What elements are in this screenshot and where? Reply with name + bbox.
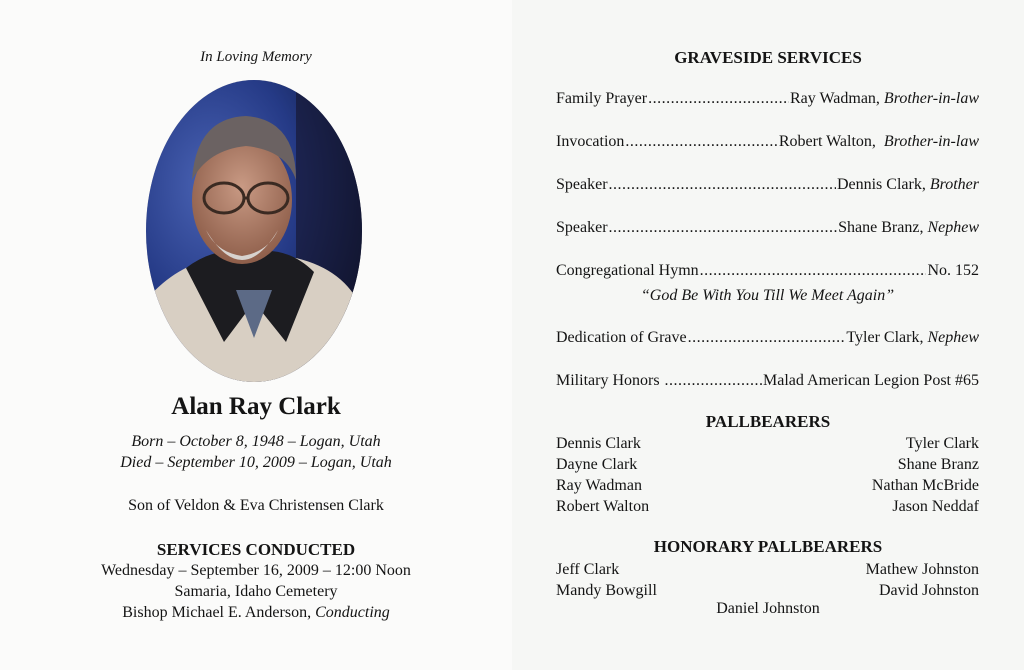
- program-label: Speaker: [556, 176, 608, 193]
- right-panel: [512, 0, 1024, 670]
- pallbearer-name: Tyler Clark: [905, 435, 979, 452]
- program-person: Dennis Clark,: [836, 176, 926, 193]
- program-row: [556, 372, 979, 396]
- leader-dots: [648, 90, 789, 108]
- leader-dots: [609, 219, 838, 237]
- honorary-name: Mandy Bowgill: [556, 582, 657, 599]
- program-label: Military Honors: [556, 372, 660, 389]
- parents-line: Son of Veldon & Eva Christensen Clark: [128, 497, 384, 514]
- program-person: Ray Wadman,: [789, 90, 880, 107]
- program-row: [556, 262, 979, 286]
- portrait-image: [146, 80, 362, 382]
- leader-dots: [625, 133, 777, 151]
- program-label: Family Prayer: [556, 90, 648, 107]
- program-role: Nephew: [927, 219, 979, 236]
- pallbearer-name: Dayne Clark: [556, 456, 638, 473]
- pallbearer-name: Ray Wadman: [556, 477, 642, 494]
- honorary-name: David Johnston: [879, 582, 979, 599]
- leader-dots: [665, 372, 762, 390]
- services-conductor: [0, 604, 512, 622]
- program-role: Brother-in-law: [883, 90, 979, 107]
- deceased-name: Alan Ray Clark: [171, 393, 341, 420]
- honorary-left-list: [556, 559, 657, 601]
- services-heading: SERVICES CONDUCTED: [156, 540, 356, 559]
- pallbearer-name: Robert Walton: [556, 498, 650, 515]
- program-role: Brother-in-law: [883, 133, 979, 150]
- pallbearer-name: Nathan McBride: [871, 477, 979, 494]
- program-row: [556, 90, 979, 114]
- pallbearers-right-list: [872, 433, 979, 517]
- program-person: No. 152: [927, 262, 979, 279]
- program-person: Malad American Legion Post #65: [763, 372, 979, 389]
- program-person: Tyler Clark,: [846, 329, 924, 346]
- honorary-heading: HONORARY PALLBEARERS: [653, 537, 883, 556]
- graveside-heading: GRAVESIDE SERVICES: [674, 48, 862, 67]
- leader-dots: [700, 262, 927, 280]
- program-label: Dedication of Grave: [556, 329, 687, 346]
- pallbearers-left-list: [556, 433, 649, 517]
- leader-dots: [688, 329, 846, 347]
- pallbearer-name: Shane Branz: [897, 456, 979, 473]
- honorary-name: Jeff Clark: [556, 561, 620, 578]
- memory-header: In Loving Memory: [200, 49, 312, 65]
- services-place: Samaria, Idaho Cemetery: [174, 583, 338, 600]
- death-info: Died – September 10, 2009 – Logan, Utah: [120, 454, 392, 471]
- program-label: Invocation: [556, 133, 625, 150]
- honorary-center-name: Daniel Johnston: [716, 600, 820, 617]
- pallbearers-heading: PALLBEARERS: [705, 412, 831, 431]
- honorary-right-list: [866, 559, 979, 601]
- program-row: [556, 329, 979, 353]
- program-person: Robert Walton,: [778, 133, 876, 150]
- conductor-role: Conducting: [315, 604, 390, 621]
- hymn-title: “God Be With You Till We Meet Again”: [640, 287, 895, 304]
- services-date: Wednesday – September 16, 2009 – 12:00 Noon: [101, 562, 411, 579]
- portrait-photo: [146, 80, 362, 382]
- program-label: Speaker: [556, 219, 608, 236]
- program-row: [556, 176, 979, 200]
- program-role: Brother: [929, 176, 979, 193]
- program-label: Congregational Hymn: [556, 262, 699, 279]
- program-row: [556, 219, 979, 243]
- program-role: Nephew: [927, 329, 979, 346]
- program-row: [556, 133, 979, 157]
- pallbearer-name: Jason Neddaf: [892, 498, 979, 515]
- honorary-name: Mathew Johnston: [865, 561, 979, 578]
- birth-info: Born – October 8, 1948 – Logan, Utah: [131, 433, 381, 450]
- leader-dots: [609, 176, 836, 194]
- pallbearer-name: Dennis Clark: [556, 435, 641, 452]
- conductor-name: Bishop Michael E. Anderson,: [122, 604, 312, 621]
- program-person: Shane Branz,: [838, 219, 924, 236]
